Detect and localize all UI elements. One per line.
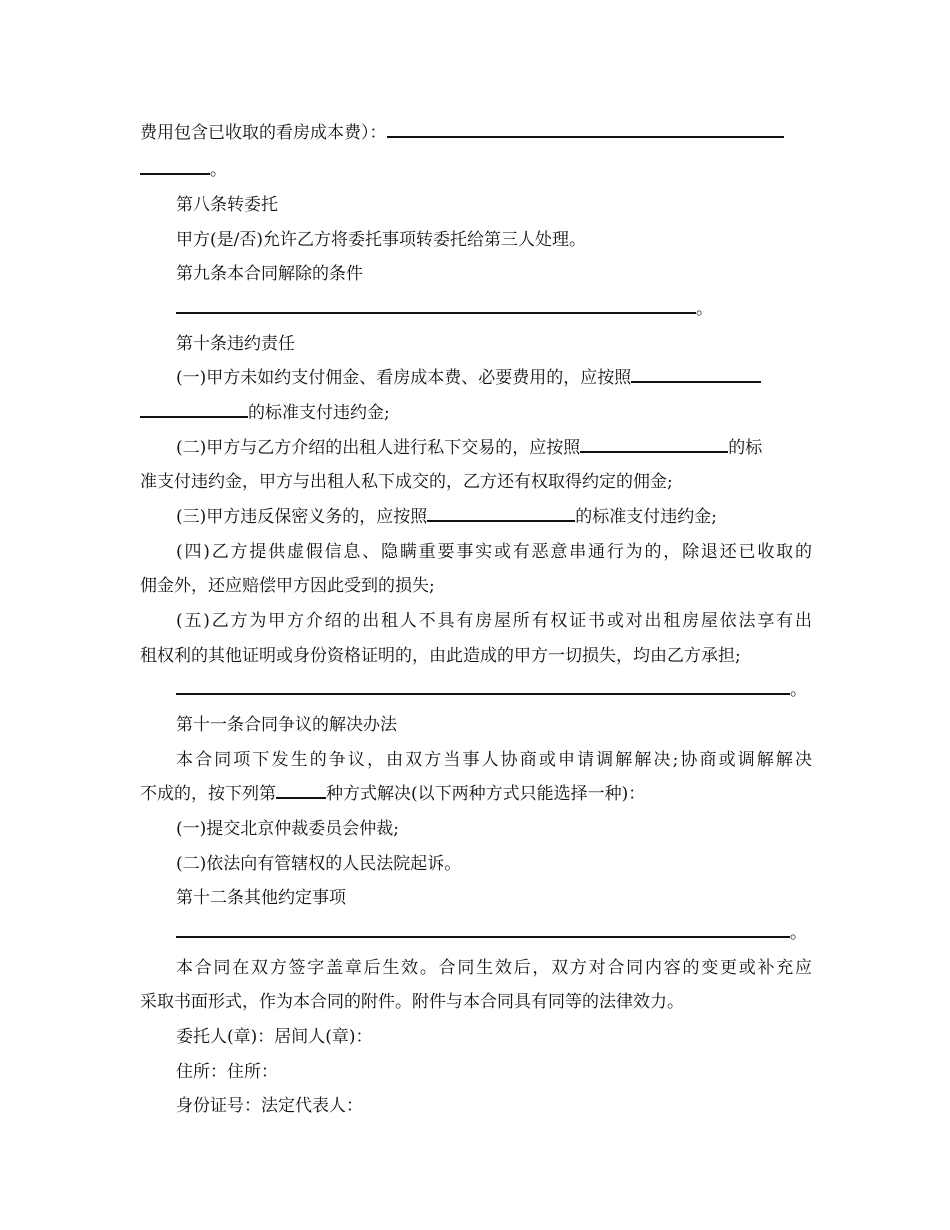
paragraph-line: (一)提交北京仲裁委员会仲裁;: [176, 819, 399, 839]
paragraph-line: [140, 398, 812, 428]
clause-text: 的标准支付违约金;: [575, 507, 717, 527]
period-mark: 。: [790, 923, 807, 943]
article-heading-12: 第十二条其他约定事项: [176, 888, 346, 908]
paragraph-line: (五)乙方为甲方介绍的出租人不具有房屋所有权证书或对出租房屋依法享有出: [176, 611, 812, 631]
paragraph-line: 租权利的其他证明或身份资格证明的，由此造成的甲方一切损失，均由乙方承担;: [140, 646, 741, 666]
paragraph-line: 佣金外，还应赔偿甲方因此受到的损失;: [140, 576, 435, 596]
clause-text: (一)甲方未如约支付佣金、看房成本费、必要费用的，应按照: [176, 368, 632, 388]
paragraph-line: [140, 779, 812, 809]
fill-in-blank[interactable]: [176, 299, 696, 314]
clause-text: 的标: [728, 438, 763, 458]
paragraph-line: [176, 363, 812, 393]
text-line-blank-only: [176, 918, 812, 948]
clause-text: 的标准支付违约金;: [248, 403, 390, 423]
paragraph-line: 本合同在双方签字盖章后生效。合同生效后，双方对合同内容的变更或补充应: [176, 958, 812, 978]
paragraph-line: [176, 502, 812, 532]
clause-text: (二)甲方与乙方介绍的出租人进行私下交易的，应按照: [176, 438, 581, 458]
clause-text: 种方式解决(以下两种方式只能选择一种)：: [326, 784, 646, 804]
paragraph-line: (二)依法向有管辖权的人民法院起诉。: [176, 854, 462, 874]
clause-text: (三)甲方违反保密义务的，应按照: [176, 507, 428, 527]
fill-in-blank[interactable]: [176, 680, 790, 695]
fee-note-text: 费用包含已收取的看房成本费）：: [140, 123, 387, 143]
fill-in-blank[interactable]: [176, 923, 790, 938]
period-mark: 。: [696, 299, 713, 319]
text-line-blank-only: [176, 294, 812, 324]
text-line-blank-continuation: [140, 155, 812, 185]
fill-in-blank[interactable]: [631, 368, 761, 383]
signature-line-principal: 委托人(章)：居间人(章)：: [176, 1027, 373, 1047]
period-mark: 。: [790, 680, 807, 700]
article-heading-9: 第九条本合同解除的条件: [176, 264, 363, 284]
fill-in-blank[interactable]: [140, 160, 210, 175]
clause-text: 不成的，按下列第: [140, 784, 276, 804]
signature-line-address: 住所：住所：: [176, 1062, 278, 1082]
fill-in-blank[interactable]: [276, 784, 326, 799]
fill-in-blank[interactable]: [387, 123, 784, 138]
text-line-blank-only: [176, 675, 812, 705]
article-heading-8: 第八条转委托: [176, 195, 278, 215]
text-line-fee-note: [140, 118, 812, 148]
fill-in-blank[interactable]: [580, 438, 728, 453]
fill-in-blank[interactable]: [140, 403, 248, 418]
paragraph-line: [176, 433, 812, 463]
paragraph-line: 采取书面形式，作为本合同的附件。附件与本合同具有同等的法律效力。: [140, 992, 684, 1012]
paragraph-line: 甲方(是/否)允许乙方将委托事项转委托给第三人处理。: [176, 230, 586, 250]
period-mark: 。: [210, 160, 227, 180]
fill-in-blank[interactable]: [427, 507, 575, 522]
article-heading-11: 第十一条合同争议的解决办法: [176, 715, 397, 735]
paragraph-line: 本合同项下发生的争议，由双方当事人协商或申请调解解决;协商或调解解决: [176, 750, 812, 770]
signature-line-id: 身份证号：法定代表人：: [176, 1096, 363, 1116]
paragraph-line: (四)乙方提供虚假信息、隐瞒重要事实或有恶意串通行为的，除退还已收取的: [176, 542, 812, 562]
article-heading-10: 第十条违约责任: [176, 334, 295, 354]
paragraph-line: 准支付违约金，甲方与出租人私下成交的，乙方还有权取得约定的佣金;: [140, 472, 673, 492]
